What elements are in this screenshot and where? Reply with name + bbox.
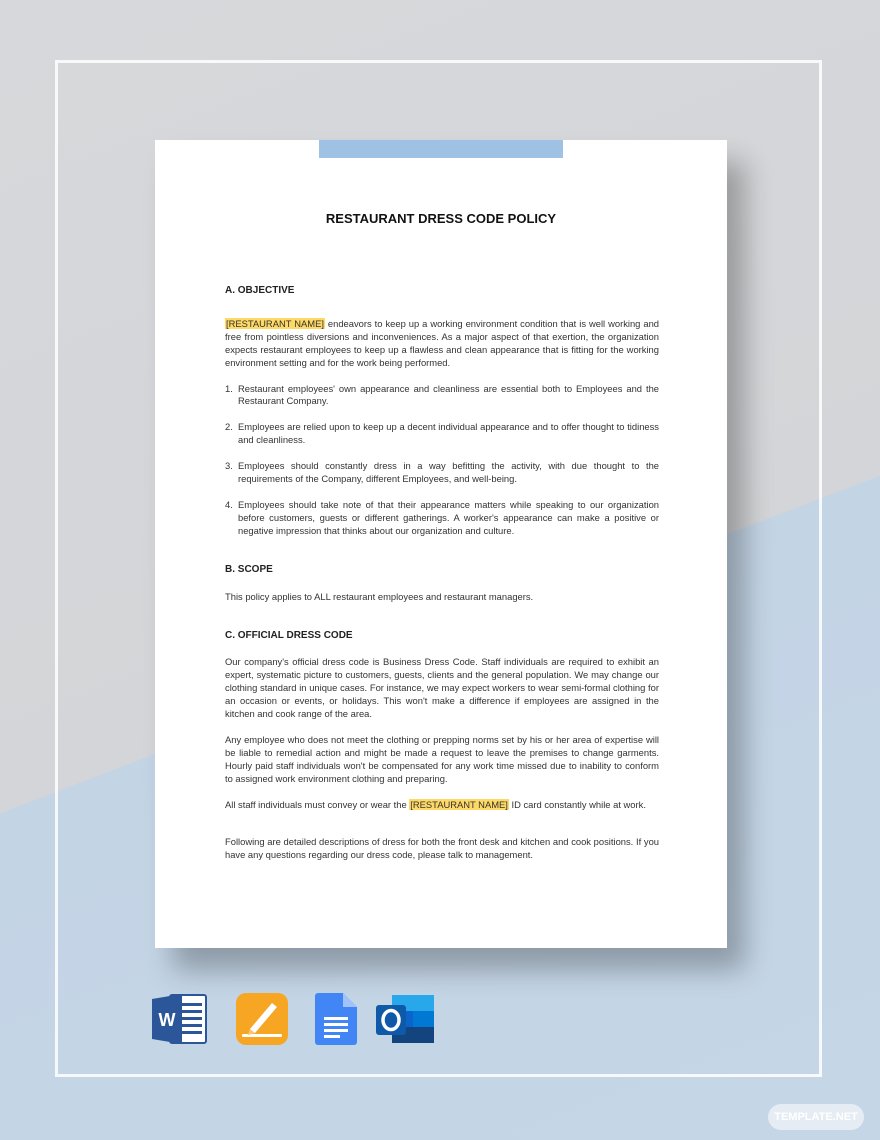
dress-code-paragraph-4: Following are detailed descriptions of dress for both the front desk and kitchen and cook positions. If you have any questions regarding our dress code, please talk to management. bbox=[225, 836, 659, 861]
scope-text: This policy applies to ALL restaurant employees and restaurant managers. bbox=[225, 590, 534, 602]
objective-intro: [RESTAURANT NAME] endeavors to keep up a working environment condition that is well working and free from pointless diversions and inconveniences. As a major aspect of that exertion, the organization expects restaurant employees to keep up a flawless and clean appearance that is fitting for the working environment setting and for the work being performed. bbox=[225, 317, 659, 368]
list-item: 1. Restaurant employees' own appearance and cleanliness are essential both to Employees and the Restaurant Company. bbox=[225, 382, 659, 407]
list-item: 3. Employees should constantly dress in a way befitting the activity, with due thought to the requirements of the Company, different Employees, and well-being. bbox=[225, 460, 659, 485]
restaurant-name-placeholder: [RESTAURANT NAME] bbox=[226, 317, 324, 329]
document-page bbox=[155, 140, 727, 948]
section-heading-dress-code: C. OFFICIAL DRESS CODE bbox=[225, 629, 353, 641]
restaurant-name-placeholder: [RESTAURANT NAME] bbox=[410, 798, 508, 810]
dress-code-paragraph-1: Our company's official dress code is Business Dress Code. Staff individuals are required to exhibit an expert, systematic picture to customers, guests, clients and the general population. We may change our clothing standard in unique cases. For instance, we may expect workers to wear semi-formal clothing for an occasion or events, or holidays. This won't make a difference if employees are assigned in the kitchen and cook range of the area. bbox=[225, 656, 659, 720]
document-title: RESTAURANT DRESS CODE POLICY bbox=[325, 211, 557, 226]
google-docs-icon[interactable] bbox=[315, 993, 357, 1050]
pages-icon[interactable] bbox=[236, 993, 288, 1050]
word-icon[interactable] bbox=[152, 993, 208, 1050]
dress-code-paragraph-3: All staff individuals must convey or wear the [RESTAURANT NAME] ID card constantly while at work. bbox=[225, 798, 646, 810]
objective-list bbox=[225, 383, 659, 538]
section-heading-scope: B. SCOPE bbox=[225, 563, 273, 575]
list-item: 2. Employees are relied upon to keep up a decent individual appearance and to offer thought to tidiness and cleanliness. bbox=[225, 421, 659, 446]
template-net-watermark: TEMPLATE.NET bbox=[768, 1104, 864, 1130]
dress-code-paragraph-2: Any employee who does not meet the clothing or prepping norms set by his or her area of expertise will be liable to remedial action and might be made a request to leave the premises to change garments. Hourly paid staff individuals won't be compensated for any work time missed due to inability to conform to assigned work environment clothing and preparing. bbox=[225, 733, 659, 784]
document-body bbox=[225, 285, 659, 862]
svg-text:W: W bbox=[158, 1010, 176, 1030]
page-header-tab bbox=[319, 140, 563, 158]
section-heading-objective: A. OBJECTIVE bbox=[225, 285, 295, 296]
list-item: 4. Employees should take note of that their appearance matters while speaking to our organization before customers, guests or different gatherings. A worker's appearance can make a positive or negative impression that thinks about our organization and culture. bbox=[225, 498, 659, 536]
outlook-icon[interactable] bbox=[376, 993, 436, 1050]
